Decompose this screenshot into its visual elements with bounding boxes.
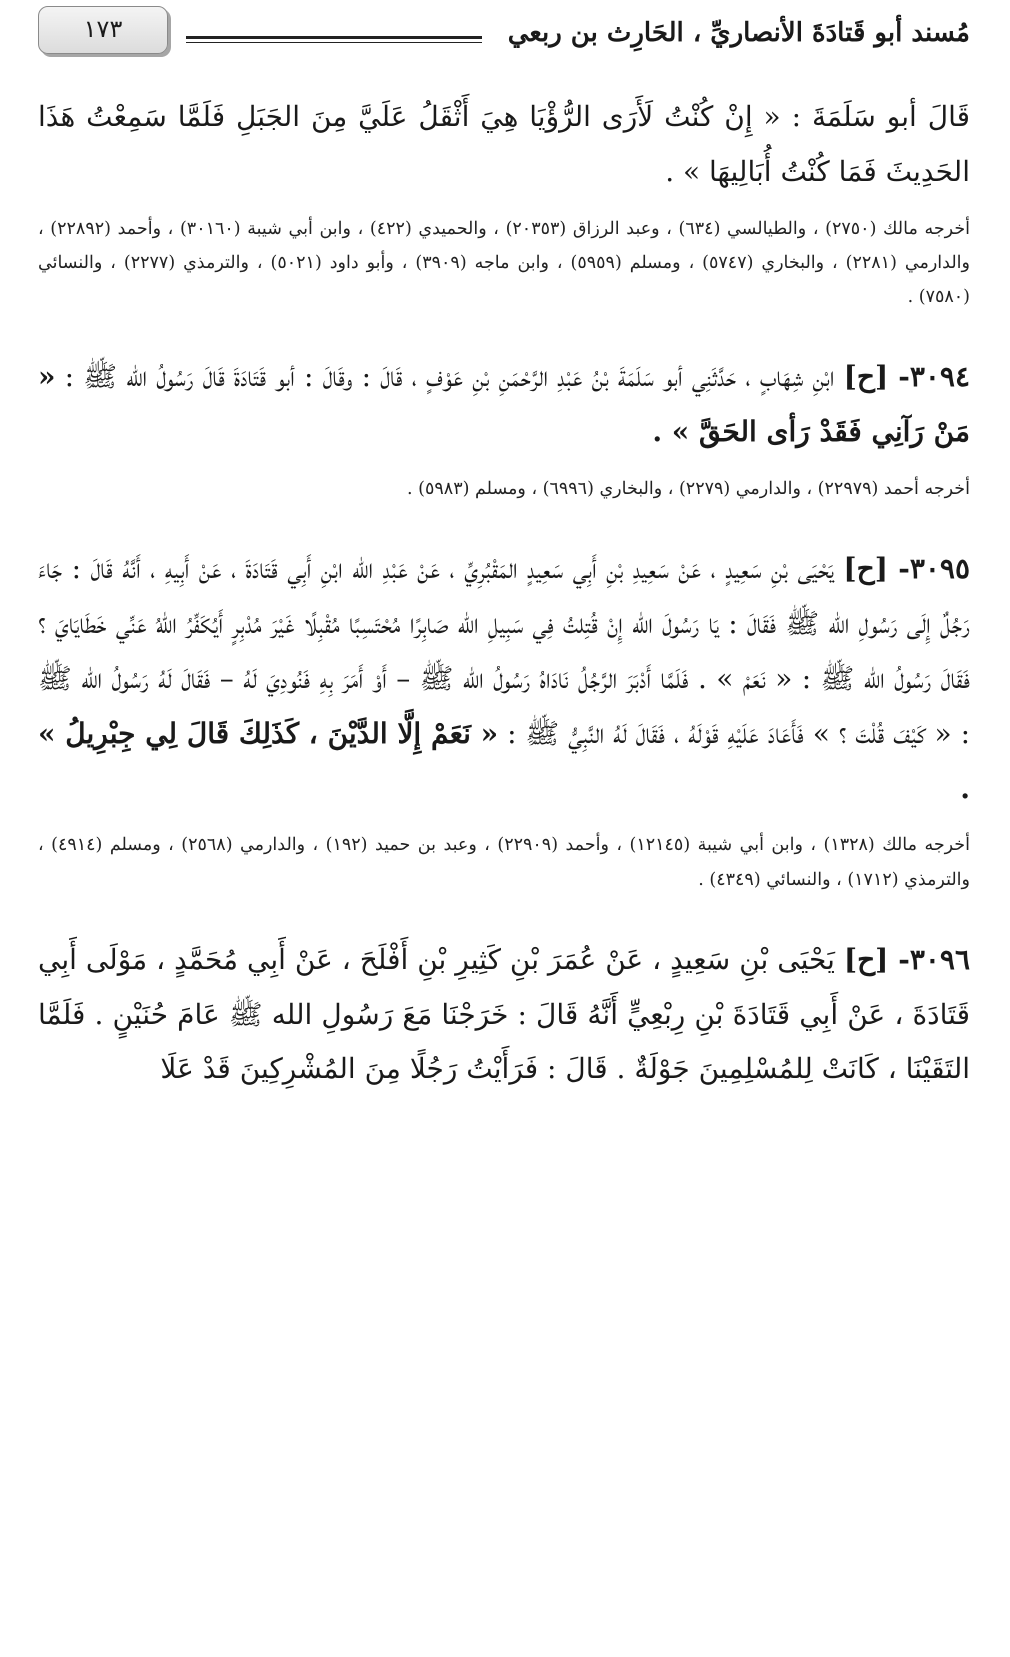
hadith-text	[38, 933, 970, 1098]
hadith-body: قَالَ أبو سَلَمَةَ : « إِنْ كُنْتُ لَأَرَى الرُّؤْيَا هِيَ أَثْقَلُ عَلَيَّ مِنَ الجَبَلِ فَلَمَّا سَمِعْتُ هَذَا الحَدِيثَ فَمَا كُنْتُ أُبَالِيهَا » .	[38, 100, 970, 188]
page-header	[38, 6, 970, 60]
prophetic-saying: « نَعَمْ إِلَّا الدَّيْنَ ، كَذَلِكَ قَالَ لِي جِبْرِيلُ » .	[38, 716, 970, 805]
takhrij-note: أخرجه مالك (٢٧٥٠) ، والطيالسي (٦٣٤) ، وعبد الرزاق (٢٠٣٥٣) ، والحميدي (٤٢٢) ، وابن أبي شيبة (٣٠١٦٠) ، وأحمد (٢٢٨٩٢) ، والدارمي (٢٢٨١) ، والبخاري (٥٧٤٧) ، ومسلم (٥٩٥٩) ، وابن ماجه (٣٩٠٩) ، وأبو داود (٥٠٢١) ، والترمذي (٢٢٧٧) ، والنسائي (٧٥٨٠) .	[38, 218, 970, 307]
prophetic-saying: « مَنْ رَآنِي فَقَدْ رَأى الحَقَّ » .	[38, 360, 970, 448]
takhrij-note: أخرجه مالك (١٣٢٨) ، وابن أبي شيبة (١٢١٤٥) ، وأحمد (٢٢٩٠٩) ، وعبد بن حميد (١٩٢) ، والدارمي (٢٥٦٨) ، ومسلم (٤٩١٤) ، والترمذي (١٧١٢) ، والنسائي (٤٣٤٩) .	[38, 835, 970, 890]
takhrij-note: أخرجه أحمد (٢٢٩٧٩) ، والدارمي (٢٢٧٩) ، والبخاري (٦٩٩٦) ، ومسلم (٥٩٨٣) .	[407, 478, 970, 499]
hadith-block	[38, 90, 970, 314]
hadith-body: ابْنِ شِهَابٍ ، حَدَّثَنِي أبو سَلَمَةَ بْنُ عَبْدِ الرَّحْمَنِ بْنِ عَوْفٍ ، قَالَ : وقَالَ : أبو قَتَادَةَ قَالَ رَسُولُ الله ﷺ :	[64, 360, 835, 394]
page-number: ١٧٣	[38, 6, 168, 54]
hadith-text	[38, 90, 970, 200]
header-rule	[186, 36, 482, 43]
running-title: مُسند أبو قَتادَةَ الأنصاريِّ ، الحَارِث بن ربعي	[507, 18, 970, 48]
hadith-number: ٣٠٩٦- [ح]	[843, 942, 970, 976]
hadith-text	[38, 542, 970, 816]
hadith-block	[38, 350, 970, 506]
hadith-body: يَحْيَى بْنِ سَعِيدٍ ، عَنْ عُمَرَ بْنِ كَثِيرِ بْنِ أَفْلَحَ ، عَنْ أَبِي مُحَمَّدٍ ، مَوْلَى أَبِي قَتَادَةَ ، عَنْ أَبِي قَتَادَةَ بْنِ رِبْعِيٍّ أَنَّهُ قَالَ : خَرَجْنَا مَعَ رَسُولِ الله ﷺ عَامَ حُنَيْنٍ . فَلَمَّا التَقَيْنَا ، كَانَتْ لِلمُسْلِمِينَ جَوْلَةٌ . قَالَ : فَرَأَيْتُ رَجُلًا مِنَ المُشْرِكِينَ قَدْ عَلَا	[38, 942, 970, 1086]
hadith-number: ٣٠٩٥- [ح]	[843, 552, 970, 585]
hadith-text	[38, 350, 970, 460]
hadith-number: ٣٠٩٤- [ح]	[843, 360, 970, 394]
book-page	[38, 0, 970, 1657]
hadith-body: يَحْيَى بْنِ سَعِيدٍ ، عَنْ سَعِيدِ بْنِ أَبِي سَعِيدٍ المَقْبُرِيِّ ، عَنْ عَبْدِ الله ابْنِ أَبِي قَتَادَةَ ، عَنْ أَبِيهِ ، أَنَّهُ قَالَ : جَاءَ رَجُلٌ إِلَى رَسُولِ الله ﷺ فَقَالَ : يَا رَسُولَ الله إِنْ قُتِلتُ فِي سَبِيلِ الله صَابِرًا مُحْتَسِبًا مُقْبِلًا غَيْرَ مُدْبِرٍ أَيُكَفِّرُ اللهُ عَنِّي خَطَايَايَ ؟ فَقَالَ رَسُولُ الله ﷺ : « نَعَمْ » . فَلَمَّا أَدْبَرَ الرَّجُلُ نَادَاهُ رَسُولُ الله ﷺ – أَوْ أَمَرَ بِهِ فَنُودِيَ لَهُ – فَقَالَ لَهُ رَسُولُ الله ﷺ : « كَيْفَ قُلْتَ ؟ » فَأَعَادَ عَلَيْهِ قَوْلَهُ ، فَقَالَ لَهُ النَّبِيُّ ﷺ :	[38, 552, 971, 750]
hadith-block	[38, 933, 970, 1098]
page-content	[38, 80, 970, 1133]
hadith-block	[38, 542, 970, 897]
